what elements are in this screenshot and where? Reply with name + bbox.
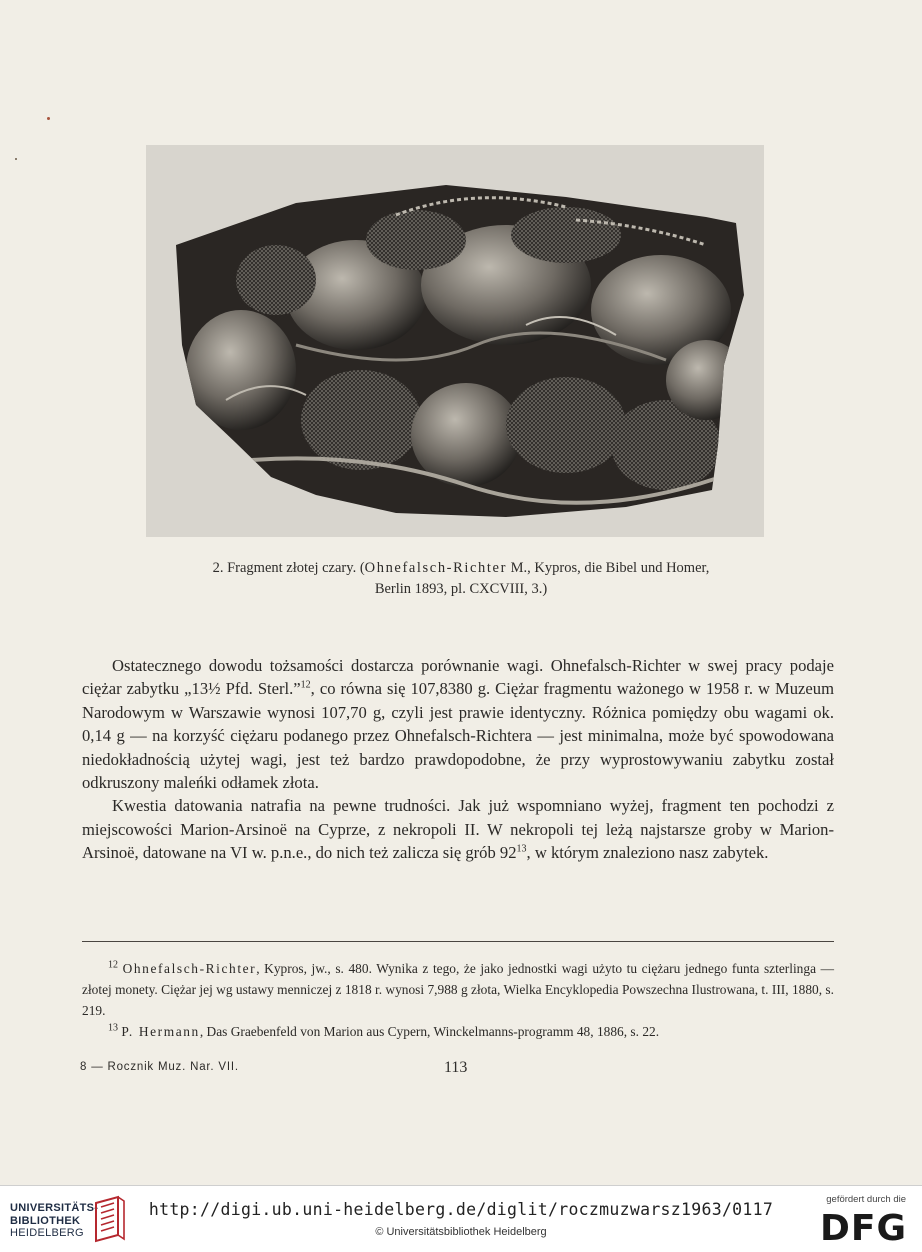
caption-line2: Berlin 1893, pl. CXCVIII, 3.) [374, 581, 548, 597]
speck-mark [15, 158, 17, 160]
footnotes [82, 958, 834, 1042]
body-text [82, 654, 834, 865]
caption-rest: M., Kypros, die Bibel und Homer, [507, 560, 710, 576]
caption-author: Ohnefalsch-Richter [364, 560, 507, 576]
paragraph-1 [82, 654, 834, 794]
footnote-13 [82, 1021, 834, 1042]
journal-signature: 8 — Rocznik Muz. Nar. VII. [80, 1061, 239, 1073]
gold-bowl-fragment-image [146, 145, 764, 537]
permalink-url[interactable]: http://digi.ub.uni-heidelberg.de/diglit/roczmuzwarsz1963/0117 [148, 1200, 774, 1219]
page-number: 113 [444, 1059, 468, 1076]
logo-line-3: HEIDELBERG [10, 1227, 84, 1239]
footnote-12-author: Ohnefalsch-Richter [122, 961, 257, 976]
copyright-notice: © Universitätsbibliothek Heidelberg [375, 1226, 547, 1238]
footnote-ref-13: 13 [516, 843, 527, 855]
footnote-13-author: P. Hermann [121, 1024, 200, 1039]
dfg-logo-icon[interactable] [818, 1206, 908, 1246]
logo-line-1: UNIVERSITÄTS- [10, 1202, 99, 1214]
funding-label: gefördert durch die [826, 1194, 906, 1205]
paragraph-2-text-a: Kwestia datowania natrafia na pewne trudności. Jak już wspomniano wyżej, fragment ten pochodzi z miejscowości Marion-Arsinoë na Cyprze, z nekropoli II. W nekropoli tej leżą najstarsze groby w Marion-Arsinoë, datowane na VI w. p.n.e., do nich też zalicza się grób 92 [82, 796, 834, 863]
logo-line-2: BIBLIOTHEK [10, 1214, 81, 1227]
library-footer-bar [0, 1185, 922, 1252]
footnote-13-number: 13 [108, 1022, 118, 1034]
caption-prefix: 2. Fragment złotej czary. ( [212, 560, 365, 576]
paragraph-2-text-b: , w którym znaleziono nasz zabytek. [526, 843, 769, 863]
gold-bowl-fragment-photo [146, 145, 764, 537]
dfg-logo-text: DFG [820, 1208, 908, 1246]
footnote-12-text: , Kypros, jw., s. 480. Wynika z tego, że jako jednostki wagi użyto tu ciężaru jednego funta szterlinga — złotej monety. Ciężar jej wg ustawy menniczej z 1818 r. wynosi 7,988 g złota, Wielka Encyklopedia Powszechna Ilustrowana, t. III, 1880, s. 219. [82, 961, 834, 1018]
paragraph-1-text-a: Ostatecznego dowodu tożsamości dostarcza porównanie wagi. Ohnefalsch-Richter w swej pracy podaje ciężar zabytku „13½ Pfd. Sterl.” [82, 656, 834, 699]
speck-mark [47, 117, 50, 120]
paragraph-1-text-b: , co równa się 107,8380 g. Ciężar fragmentu ważonego w 1958 r. w Muzeum Narodowym w Warszawie wynosi 107,70 g, czyli jest prawie identyczny. Różnica pomiędzy obu wagami ok. 0,14 g — na korzyść ciężaru podanego przez Ohnefalsch-Richtera — jest minimalna, może być spowodowana niedokładnością użytej wagi, jest też bardzo prawdopodobne, że przy wyprostowywaniu zabytku został odkruszony maleńki odłamek złota. [82, 679, 834, 793]
paragraph-2 [82, 794, 834, 864]
figure-caption [130, 558, 792, 600]
footnote-divider [82, 941, 834, 942]
footnote-13-text: , Das Graebenfeld von Marion aus Cypern, Winckelmanns-programm 48, 1886, s. 22. [199, 1024, 660, 1039]
footnote-12 [82, 958, 834, 1021]
footnote-12-number: 12 [108, 959, 118, 971]
footnote-ref-12: 12 [300, 679, 311, 691]
